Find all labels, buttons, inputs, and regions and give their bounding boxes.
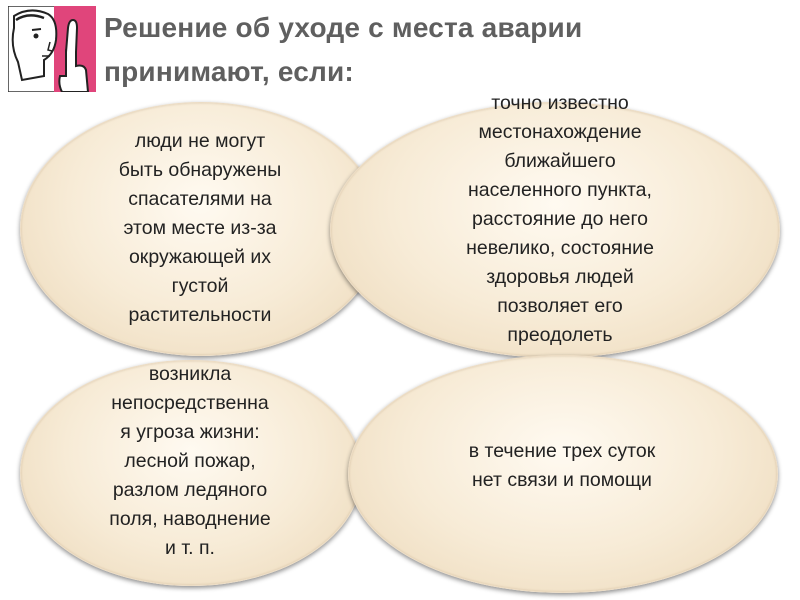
person-raised-finger-icon (8, 6, 96, 92)
condition-2-text: точно известно местонахождение ближайшего населенного пункта, расстояние до него невелико, состояние здоровья людей позволяет его преодолеть (466, 92, 654, 346)
condition-4-text: в течение трех суток нет связи и помощи (468, 440, 656, 491)
slide-title-line-2: принимают, если: (104, 56, 354, 87)
condition-3-text: возникла непосредственна я угроза жизни: лесной пожар, разлом ледяного поля, наводнение и т. п. (109, 363, 271, 559)
slide-title (104, 6, 794, 94)
condition-1-text: люди не могут быть обнаружены спасателями на этом месте из-за окружающей их густой растительности (118, 130, 282, 326)
slide-title-line-1: Решение об уходе с места аварии (104, 12, 583, 43)
